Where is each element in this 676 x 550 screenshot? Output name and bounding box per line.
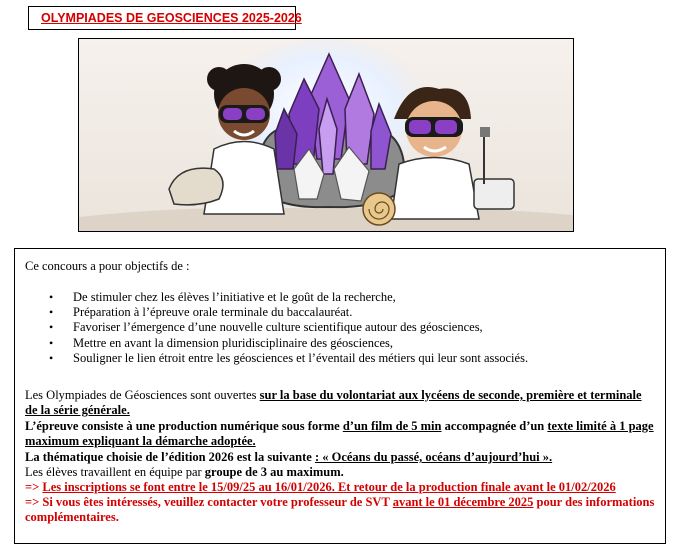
contact-arrow: =>	[25, 495, 43, 509]
team-a: Les élèves travaillent en équipe par	[25, 465, 205, 479]
format-text-limit: texte limité à 1 page maximum expliquant la démarche adoptée.	[25, 419, 654, 449]
list-item: • Favoriser l’émergence d’une nouvelle culture scientifique autour des géosciences,	[15, 320, 528, 335]
registration-paragraph	[25, 480, 657, 495]
hero-illustration	[78, 38, 574, 232]
registration-arrow: =>	[25, 480, 43, 494]
contact-a: Si vous êtes intéressés, veuillez contacter votre professeur de SVT	[42, 495, 393, 509]
format-a: L’épreuve consiste à une production numérique sous forme	[25, 419, 343, 433]
eligibility-paragraph	[25, 388, 657, 418]
registration-dates: Les inscriptions se font entre le 15/09/25 au 16/01/2026. Et retour de la production finale avant le 01/02/2026	[42, 480, 616, 494]
list-item: • Mettre en avant la dimension pluridisciplinaire des géosciences,	[15, 336, 528, 351]
team-size: groupe de 3 au maximum.	[204, 465, 344, 479]
format-paragraph	[25, 419, 657, 449]
objectives-list	[15, 290, 528, 366]
geoscience-kids-illustration	[79, 39, 573, 231]
contact-paragraph	[25, 495, 657, 525]
format-film: d’un film de 5 min	[342, 419, 442, 433]
contact-c: pour des informations complémentaires.	[25, 495, 655, 525]
eligibility-lead: Les Olympiades de Géosciences sont ouvertes	[25, 388, 260, 402]
page-title: OLYMPIADES DE GEOSCIENCES 2025-2026	[41, 11, 302, 25]
format-c: accompagnée d’un	[441, 419, 548, 433]
team-paragraph	[25, 465, 657, 480]
list-item: • Préparation à l’épreuve orale terminale du baccalauréat.	[15, 305, 528, 320]
contact-deadline: avant le 01 décembre 2025	[392, 495, 534, 509]
eligibility-highlight: sur la base du volontariat aux lycéens de seconde, première et terminale de la série générale.	[25, 388, 642, 418]
main-content-box	[14, 248, 666, 544]
theme-paragraph	[25, 450, 657, 465]
list-item: • De stimuler chez les élèves l’initiative et le goût de la recherche,	[15, 290, 528, 305]
list-item: • Souligner le lien étroit entre les géosciences et l’éventail des métiers qui leur sont associés.	[15, 351, 528, 366]
intro-text: Ce concours a pour objectifs de :	[25, 259, 190, 273]
theme-a: La thématique choisie de l’édition 2026 est la suivante	[25, 450, 315, 464]
title-box	[28, 6, 302, 30]
theme-title: : « Océans du passé, océans d’aujourd’hui ».	[314, 450, 553, 464]
